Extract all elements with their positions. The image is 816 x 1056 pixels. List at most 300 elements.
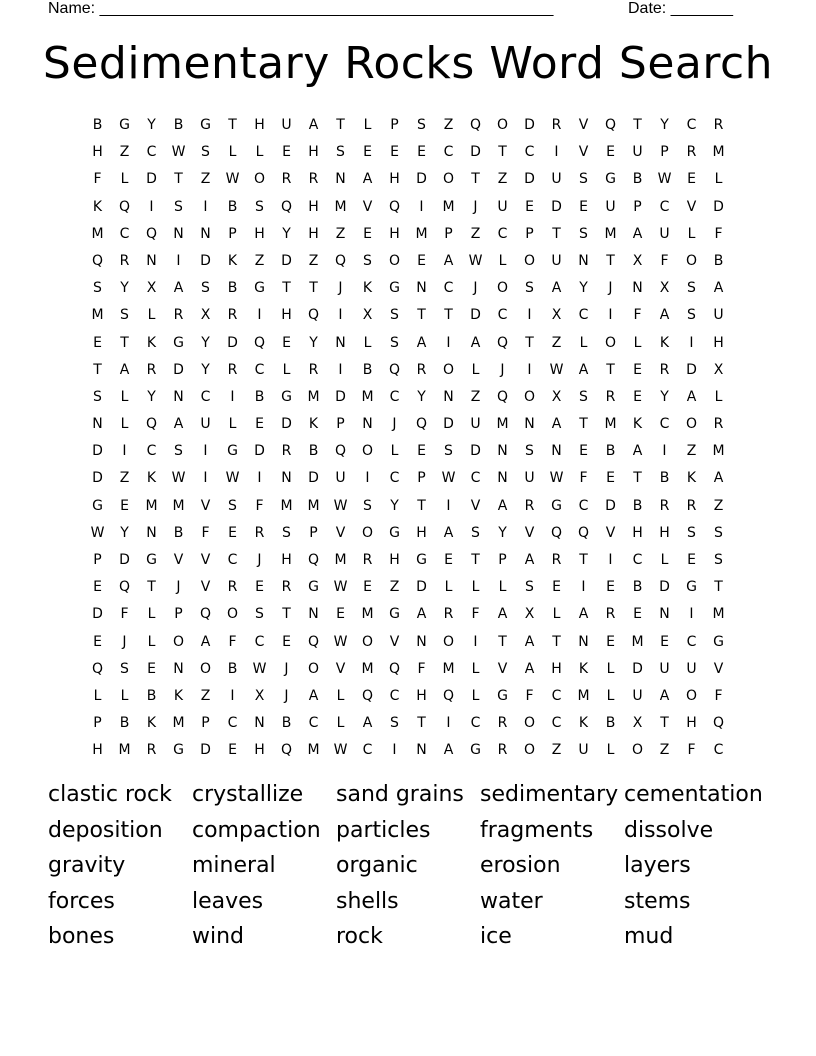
grid-letter: A: [578, 361, 589, 378]
grid-letter: L: [471, 660, 480, 677]
grid-letter: Z: [497, 171, 508, 188]
grid-letter: C: [578, 497, 589, 514]
grid-letter: F: [120, 606, 129, 623]
grid-letter: D: [173, 361, 184, 378]
grid-letter: I: [149, 198, 154, 215]
grid-letter: R: [551, 552, 562, 568]
grid-letter: Q: [496, 334, 509, 351]
grid-letter: C: [119, 225, 130, 242]
grid-row: [84, 330, 732, 357]
grid-letter: A: [659, 687, 670, 704]
grid-letter: D: [227, 334, 238, 351]
grid-letter: N: [551, 443, 562, 460]
grid-letter: U: [578, 742, 589, 759]
grid-letter: N: [173, 388, 184, 405]
grid-letter: M: [145, 497, 158, 514]
word-list-item: water: [480, 888, 543, 914]
grid-letter: T: [714, 579, 723, 596]
grid-letter: D: [713, 198, 724, 215]
grid-letter: S: [93, 388, 102, 405]
word-list: [48, 777, 778, 955]
grid-letter: Z: [200, 171, 211, 188]
grid-letter: I: [338, 307, 343, 324]
grid-letter: F: [255, 497, 264, 514]
grid-letter: U: [659, 225, 670, 242]
grid-letter: Z: [470, 225, 481, 242]
grid-letter: N: [497, 470, 508, 487]
grid-letter: V: [470, 497, 481, 514]
grid-letter: N: [335, 334, 346, 351]
grid-letter: W: [333, 633, 348, 650]
grid-row: [84, 656, 732, 683]
grid-letter: S: [390, 715, 399, 732]
grid-letter: I: [392, 742, 397, 759]
grid-letter: G: [173, 334, 184, 351]
grid-letter: C: [443, 144, 454, 161]
grid-letter: N: [416, 633, 427, 650]
word-list-row: [48, 919, 778, 955]
grid-letter: F: [525, 687, 534, 704]
grid-letter: M: [118, 742, 131, 759]
grid-letter: L: [282, 361, 291, 378]
grid-letter: J: [500, 361, 505, 378]
grid-letter: Y: [390, 497, 399, 514]
grid-letter: P: [228, 225, 237, 242]
grid-letter: Z: [200, 687, 211, 704]
grid-letter: A: [362, 171, 373, 188]
grid-letter: R: [605, 388, 616, 405]
grid-letter: L: [255, 144, 264, 161]
grid-letter: Q: [199, 606, 212, 623]
grid-letter: R: [281, 171, 292, 188]
grid-letter: T: [471, 171, 480, 188]
grid-letter: A: [443, 252, 454, 269]
grid-letter: R: [605, 606, 616, 623]
grid-letter: F: [93, 171, 102, 188]
grid-letter: X: [632, 715, 643, 732]
grid-letter: C: [227, 552, 238, 568]
grid-letter: I: [689, 606, 694, 623]
grid-letter: I: [446, 497, 451, 514]
grid-letter: D: [470, 443, 481, 460]
grid-letter: B: [173, 524, 184, 541]
date-field-label: Date: _______: [628, 0, 733, 17]
grid-letter: K: [578, 660, 589, 677]
grid-letter: N: [281, 470, 292, 487]
grid-letter: W: [441, 470, 456, 487]
grid-letter: S: [390, 334, 399, 351]
grid-letter: E: [120, 497, 129, 514]
grid-letter: M: [307, 497, 320, 514]
grid-letter: C: [686, 117, 697, 133]
grid-letter: U: [551, 252, 562, 269]
word-list-item: forces: [48, 888, 115, 914]
grid-row: [84, 139, 732, 166]
grid-letter: G: [173, 742, 184, 759]
grid-letter: S: [444, 443, 453, 460]
grid-letter: I: [554, 144, 559, 161]
grid-letter: B: [173, 117, 184, 133]
grid-letter: L: [147, 606, 156, 623]
grid-letter: C: [578, 307, 589, 324]
grid-letter: R: [497, 715, 508, 732]
grid-letter: E: [660, 633, 669, 650]
grid-letter: O: [253, 171, 266, 188]
grid-letter: A: [200, 633, 211, 650]
grid-letter: Y: [417, 388, 426, 405]
grid-letter: R: [686, 144, 697, 161]
grid-row: [84, 248, 732, 275]
grid-letter: F: [228, 633, 237, 650]
grid-letter: Q: [496, 388, 509, 405]
grid-letter: A: [632, 443, 643, 460]
grid-letter: I: [527, 307, 532, 324]
grid-letter: Q: [442, 687, 455, 704]
word-list-item: cementation: [624, 782, 763, 807]
grid-letter: Q: [145, 225, 158, 242]
grid-letter: U: [281, 117, 292, 133]
grid-letter: I: [338, 361, 343, 378]
grid-letter: V: [389, 633, 400, 650]
grid-letter: E: [444, 552, 453, 568]
grid-letter: R: [686, 497, 697, 514]
grid-letter: A: [713, 280, 724, 297]
grid-letter: C: [308, 715, 319, 732]
grid-letter: C: [443, 280, 454, 297]
grid-letter: U: [686, 660, 697, 677]
grid-letter: T: [282, 606, 291, 623]
grid-row: [84, 166, 732, 193]
grid-letter: D: [524, 117, 535, 133]
grid-letter: P: [417, 470, 426, 487]
grid-letter: Z: [470, 388, 481, 405]
word-list-item: compaction: [192, 817, 321, 843]
grid-letter: C: [713, 742, 724, 759]
grid-letter: N: [497, 443, 508, 460]
grid-letter: L: [471, 687, 480, 704]
grid-letter: V: [200, 552, 211, 568]
grid-letter: D: [416, 579, 427, 596]
grid-letter: E: [363, 579, 372, 596]
grid-letter: Z: [713, 497, 724, 514]
grid-letter: E: [417, 443, 426, 460]
grid-letter: E: [282, 334, 291, 351]
grid-letter: Q: [280, 742, 293, 759]
grid-letter: L: [498, 579, 507, 596]
grid-letter: B: [254, 388, 265, 405]
grid-letter: B: [659, 470, 670, 487]
grid-letter: K: [362, 280, 373, 297]
grid-letter: D: [92, 443, 103, 460]
grid-letter: H: [389, 552, 400, 568]
grid-letter: E: [93, 579, 102, 596]
word-list-item: sand grains: [336, 782, 464, 807]
grid-letter: I: [230, 687, 235, 704]
grid-letter: D: [200, 742, 211, 759]
grid-letter: K: [632, 416, 643, 433]
grid-letter: Q: [550, 524, 563, 541]
grid-letter: V: [686, 198, 697, 215]
grid-letter: B: [605, 715, 616, 732]
grid-letter: N: [92, 416, 103, 433]
grid-letter: H: [659, 524, 670, 541]
grid-letter: H: [92, 742, 103, 759]
grid-letter: T: [336, 117, 345, 133]
grid-letter: L: [579, 334, 588, 351]
grid-letter: D: [281, 252, 292, 269]
grid-letter: H: [254, 117, 265, 133]
grid-letter: E: [552, 579, 561, 596]
grid-letter: C: [254, 633, 265, 650]
grid-letter: L: [336, 687, 345, 704]
grid-letter: Q: [118, 579, 131, 596]
grid-letter: M: [361, 606, 374, 623]
grid-letter: F: [687, 742, 696, 759]
grid-letter: S: [363, 497, 372, 514]
grid-letter: C: [470, 715, 481, 732]
grid-letter: G: [551, 497, 562, 514]
grid-letter: D: [92, 470, 103, 487]
grid-letter: B: [92, 117, 103, 133]
grid-letter: I: [203, 470, 208, 487]
grid-letter: M: [442, 660, 455, 677]
grid-letter: L: [120, 416, 129, 433]
grid-letter: V: [200, 579, 211, 596]
grid-letter: P: [390, 117, 399, 133]
grid-letter: I: [257, 470, 262, 487]
grid-letter: D: [254, 443, 265, 460]
grid-letter: E: [282, 633, 291, 650]
grid-letter: G: [146, 552, 157, 568]
grid-letter: A: [497, 606, 508, 623]
grid-letter: F: [714, 687, 723, 704]
grid-letter: Q: [415, 416, 428, 433]
grid-letter: G: [254, 280, 265, 297]
grid-letter: H: [308, 198, 319, 215]
grid-letter: C: [551, 715, 562, 732]
grid-letter: O: [442, 361, 455, 378]
word-list-row: [48, 777, 778, 813]
grid-letter: A: [659, 307, 670, 324]
grid-row: [84, 302, 732, 329]
grid-letter: M: [712, 144, 725, 161]
grid-letter: M: [631, 633, 644, 650]
grid-letter: R: [551, 117, 562, 133]
grid-letter: M: [280, 497, 293, 514]
grid-letter: R: [254, 524, 265, 541]
grid-letter: Q: [91, 660, 104, 677]
grid-letter: N: [632, 280, 643, 297]
grid-letter: R: [146, 742, 157, 759]
grid-row: [84, 438, 732, 465]
grid-letter: N: [578, 252, 589, 269]
grid-letter: H: [281, 307, 292, 324]
grid-letter: S: [363, 252, 372, 269]
grid-letter: O: [604, 334, 617, 351]
grid-letter: L: [633, 334, 642, 351]
grid-letter: Y: [282, 225, 291, 242]
grid-letter: O: [496, 280, 509, 297]
grid-letter: C: [146, 443, 157, 460]
grid-letter: V: [605, 524, 616, 541]
grid-letter: D: [659, 579, 670, 596]
grid-letter: X: [551, 388, 562, 405]
grid-letter: O: [685, 416, 698, 433]
grid-letter: O: [442, 171, 455, 188]
grid-letter: B: [227, 660, 238, 677]
grid-letter: A: [362, 715, 373, 732]
grid-letter: V: [713, 660, 724, 677]
grid-letter: U: [200, 416, 211, 433]
grid-letter: D: [92, 606, 103, 623]
grid-letter: D: [632, 660, 643, 677]
grid-letter: N: [362, 416, 373, 433]
grid-letter: A: [524, 633, 535, 650]
grid-letter: D: [551, 198, 562, 215]
grid-letter: B: [713, 252, 724, 269]
grid-letter: M: [361, 388, 374, 405]
grid-letter: Q: [253, 334, 266, 351]
grid-letter: N: [524, 416, 535, 433]
grid-letter: W: [90, 524, 105, 541]
grid-letter: W: [657, 171, 672, 188]
grid-letter: R: [497, 742, 508, 759]
grid-letter: Q: [334, 443, 347, 460]
grid-letter: M: [496, 416, 509, 433]
grid-letter: M: [442, 198, 455, 215]
grid-letter: H: [389, 225, 400, 242]
grid-letter: Q: [604, 117, 617, 133]
grid-letter: A: [578, 606, 589, 623]
grid-letter: A: [551, 280, 562, 297]
grid-letter: O: [307, 660, 320, 677]
grid-letter: A: [443, 524, 454, 541]
grid-letter: H: [254, 742, 265, 759]
grid-letter: C: [254, 361, 265, 378]
grid-letter: P: [309, 524, 318, 541]
grid-letter: S: [687, 280, 696, 297]
grid-letter: L: [120, 388, 129, 405]
grid-letter: S: [579, 388, 588, 405]
grid-letter: I: [203, 198, 208, 215]
grid-letter: H: [308, 225, 319, 242]
grid-letter: Z: [335, 225, 346, 242]
grid-letter: Z: [443, 117, 454, 133]
grid-letter: G: [497, 687, 508, 704]
grid-letter: X: [200, 307, 211, 324]
grid-letter: T: [552, 225, 561, 242]
grid-row: [84, 493, 732, 520]
grid-letter: Y: [147, 388, 156, 405]
grid-letter: S: [174, 198, 183, 215]
grid-letter: X: [362, 307, 373, 324]
grid-letter: G: [605, 171, 616, 188]
grid-letter: Q: [334, 252, 347, 269]
grid-letter: H: [389, 171, 400, 188]
grid-letter: F: [714, 225, 723, 242]
grid-letter: B: [227, 198, 238, 215]
grid-letter: Q: [118, 198, 131, 215]
grid-letter: N: [308, 606, 319, 623]
grid-letter: L: [498, 252, 507, 269]
grid-letter: T: [498, 633, 507, 650]
grid-letter: T: [633, 470, 642, 487]
word-list-item: erosion: [480, 853, 561, 879]
grid-letter: L: [606, 742, 615, 759]
word-list-item: layers: [624, 853, 691, 879]
word-list-item: crystallize: [192, 782, 304, 807]
grid-letter: Z: [659, 742, 670, 759]
grid-letter: N: [335, 171, 346, 188]
grid-letter: G: [281, 388, 292, 405]
grid-letter: T: [579, 416, 588, 433]
grid-letter: W: [468, 252, 483, 269]
word-list-item: rock: [336, 924, 383, 950]
grid-letter: S: [687, 524, 696, 541]
grid-letter: S: [255, 198, 264, 215]
grid-letter: P: [201, 715, 210, 732]
grid-letter: Q: [145, 416, 158, 433]
grid-letter: S: [471, 524, 480, 541]
grid-letter: P: [498, 552, 507, 568]
grid-letter: T: [147, 579, 156, 596]
grid-letter: T: [417, 497, 426, 514]
grid-letter: X: [524, 606, 535, 623]
grid-letter: Z: [551, 742, 562, 759]
grid-letter: E: [93, 334, 102, 351]
word-list-item: dissolve: [624, 817, 714, 843]
grid-letter: E: [606, 144, 615, 161]
grid-letter: S: [120, 660, 129, 677]
grid-letter: D: [281, 416, 292, 433]
grid-letter: O: [361, 524, 374, 541]
grid-letter: Z: [119, 470, 130, 487]
grid-letter: P: [660, 144, 669, 161]
grid-letter: M: [334, 198, 347, 215]
grid-letter: W: [225, 470, 240, 487]
grid-letter: U: [632, 687, 643, 704]
grid-letter: Y: [120, 280, 129, 297]
grid-letter: R: [173, 307, 184, 324]
grid-letter: O: [361, 443, 374, 460]
grid-row: [84, 465, 732, 492]
grid-letter: E: [579, 198, 588, 215]
grid-letter: I: [419, 198, 424, 215]
grid-letter: O: [685, 252, 698, 269]
grid-letter: O: [523, 715, 536, 732]
grid-letter: D: [470, 144, 481, 161]
grid-letter: K: [227, 252, 238, 269]
grid-letter: C: [470, 470, 481, 487]
grid-letter: D: [200, 252, 211, 269]
grid-letter: S: [228, 497, 237, 514]
grid-letter: D: [524, 171, 535, 188]
grid-letter: C: [389, 470, 400, 487]
grid-letter: M: [91, 307, 104, 324]
grid-letter: S: [390, 307, 399, 324]
grid-letter: D: [470, 307, 481, 324]
grid-letter: B: [146, 687, 157, 704]
grid-letter: I: [662, 443, 667, 460]
grid-letter: R: [119, 252, 130, 269]
grid-letter: T: [282, 280, 291, 297]
grid-letter: G: [416, 552, 427, 568]
grid-letter: C: [551, 687, 562, 704]
grid-letter: A: [497, 497, 508, 514]
grid-letter: O: [172, 633, 185, 650]
grid-letter: I: [581, 579, 586, 596]
grid-letter: N: [578, 633, 589, 650]
